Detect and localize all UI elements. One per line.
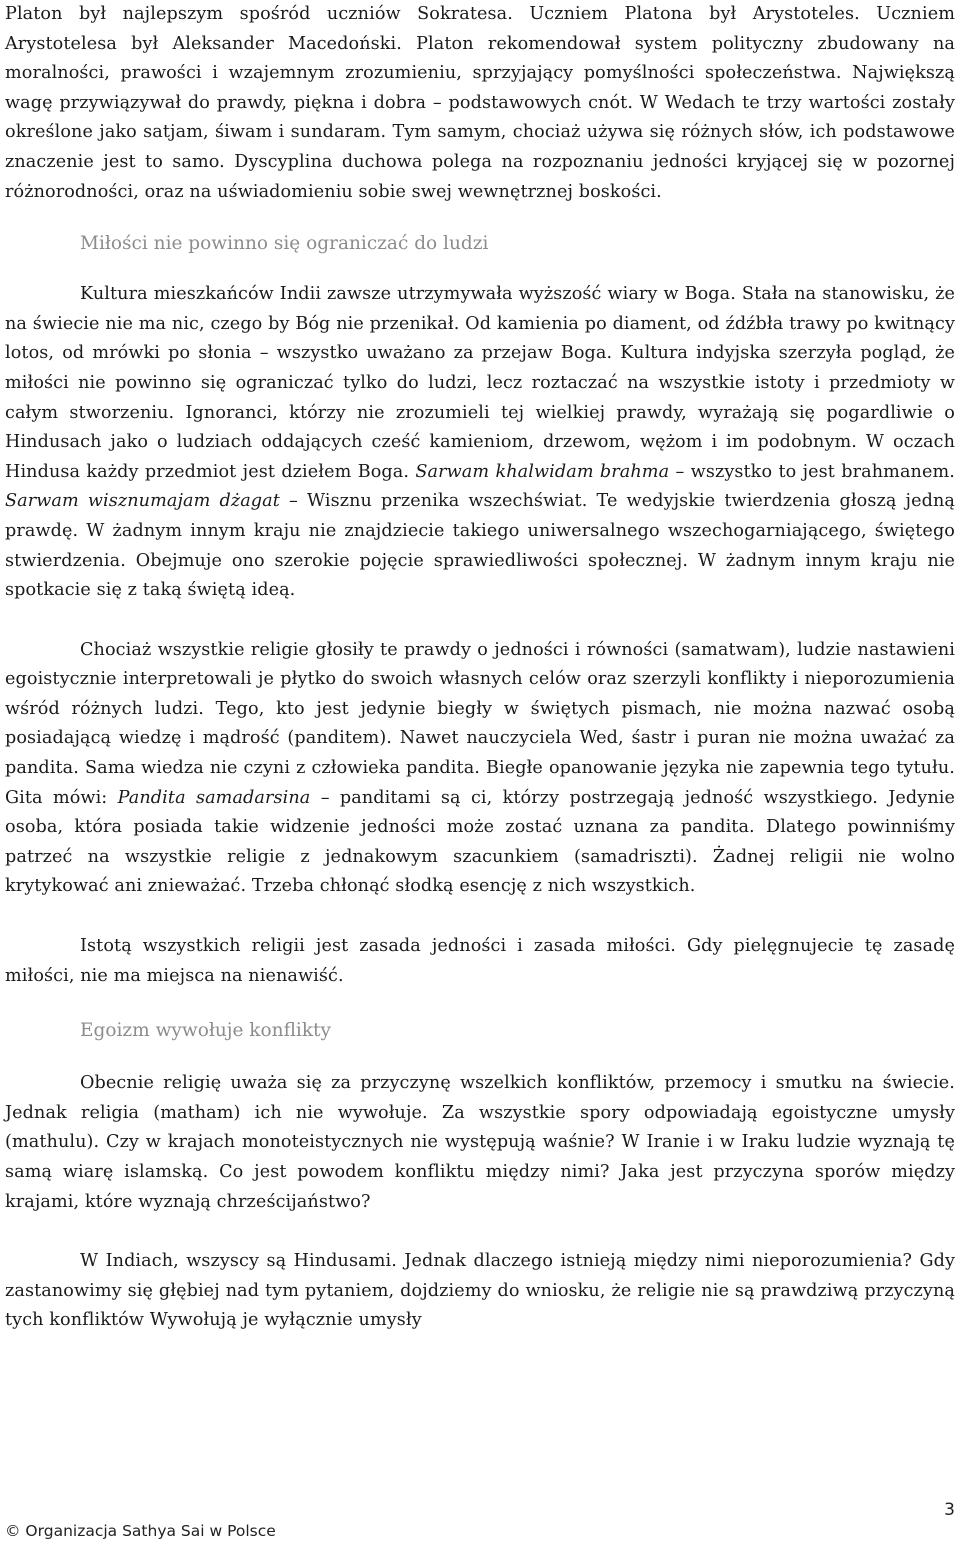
paragraph-indian-culture: [5, 280, 955, 606]
text-run: Kultura mieszkańców Indii zawsze utrzymywała wyższość wiary w Boga. Stała na stanowisku, że na świecie nie ma nic, czego by Bóg nie przenikał. Od kamienia po diament, od źdźbła trawy po kwitnący lotos, od mrówki po słonia – wszystko uważano za przejaw Boga. Kultura indyjska szerzyła pogląd, że miłości nie powinno się ograniczać tylko do ludzi, lecz roztaczać na wszystkie istoty i przedmioty w całym stworzeniu. Ignoranci, którzy nie zrozumieli tej wielkiej prawdy, wyrażają się pogardliwie o Hindusach jako o ludziach oddających cześć kamieniom, drzewom, wężom i im podobnym. W oczach Hindusa każdy przedmiot jest dziełem Boga.: [5, 284, 955, 482]
paragraph-india: W Indiach, wszyscy są Hindusami. Jednak dlaczego istnieją między nimi nieporozumienia? Gdy zastanowimy się głębiej nad tym pytaniem, dojdziemy do wniosku, że religie nie są prawdziwą przyczyną tych konfliktów Wywołują je wyłącznie umysły: [5, 1251, 955, 1331]
section-heading-love: Miłości nie powinno się ograniczać do ludzi: [80, 233, 489, 255]
text-run: – Wisznu przenika wszechświat. Te wedyjskie twierdzenia głoszą jedną prawdę. W żadnym innym kraju nie znajdziecie takiego uniwersalnego wszechogarniającego, świętego stwierdzenia. Obejmuje ono szerokie pojęcie sprawiedliwości społecznej. W żadnym innym kraju nie spotkacie się z taką świętą ideą.: [5, 491, 955, 601]
footer-copyright: © Organizacja Sathya Sai w Polsce: [5, 1522, 276, 1540]
sanskrit-quote: Pandita samadarsina: [117, 787, 311, 808]
section-heading-ego: Egoizm wywołuje konflikty: [80, 1020, 331, 1042]
text-run: – wszystko to jest brahmanem.: [669, 461, 955, 482]
sanskrit-quote: Sarwam khalwidam brahma: [415, 461, 670, 482]
text-run: – panditami są ci, którzy postrzegają jedność wszystkiego. Jedynie osoba, która posiada takie widzenie jedności może zostać uznana za pandita. Dlatego powinniśmy patrzeć na wszystkie religie z jednakowym szacunkiem (samadriszti). Żadnej religii nie wolno krytykować ani znieważać. Trzeba chłonąć słodką esencję z nich wszystkich.: [5, 787, 956, 897]
paragraph-platon: Platon był najlepszym spośród uczniów Sokratesa. Uczniem Platona był Arystoteles. Uczniem Arystotelesa był Aleksander Macedoński. Platon rekomendował system polityczny zbudowany na moralności, prawości i wzajemnym zrozumieniu, sprzyjający pomyślności społeczeństwa. Największą wagę przywiązywał do prawdy, piękna i dobra – podstawowych cnót. W Wedach te trzy wartości zostały określone jako satjam, śiwam i sundaram. Tym samym, chociaż używa się różnych słów, ich podstawowe znaczenie jest to samo. Dyscyplina duchowa polega na rozpoznaniu jedności kryjącej się w pozornej różnorodności, oraz na uświadomieniu sobie swej wewnętrznej boskości.: [5, 4, 955, 202]
page-number: 3: [944, 1500, 955, 1520]
paragraph-conflicts: Obecnie religię uważa się za przyczynę wszelkich konfliktów, przemocy i smutku na świecie. Jednak religia (matham) ich nie wywołuje. Za wszystkie spory odpowiadają egoistyczne umysły (mathulu). Czy w krajach monoteistycznych nie występują waśnie? W Iranie i w Iraku ludzie wyznają tę samą wiarę islamską. Co jest powodem konfliktu między nimi? Jaka jest przyczyna sporów między krajami, które wyznają chrześcijaństwo?: [5, 1073, 955, 1212]
document-page: [5, 0, 955, 1336]
paragraph-essence: Istotą wszystkich religii jest zasada jedności i zasada miłości. Gdy pielęgnujecie tę zasadę miłości, nie ma miejsca na nienawiść.: [5, 936, 955, 986]
paragraph-religions-truth: [5, 636, 955, 902]
text-run: Chociaż wszystkie religie głosiły te prawdy o jedności i równości (samatwam), ludzie nastawieni egoistycznie interpretowali je płytko do swoich własnych celów oraz szerzyli konflikty i nieporozumienia wśród różnych ludzi. Tego, kto jest jedynie biegły w świętych pismach, nie można nazwać osobą posiadającą wiedzę i mądrość (panditem). Nawet nauczyciela Wed, śastr i puran nie można uważać za pandita. Sama wiedza nie czyni z człowieka pandita. Biegłe opanowanie języka nie zapewnia tego tytułu. Gita mówi:: [5, 639, 955, 808]
sanskrit-quote: Sarwam wisznumajam dżagat: [5, 491, 280, 512]
